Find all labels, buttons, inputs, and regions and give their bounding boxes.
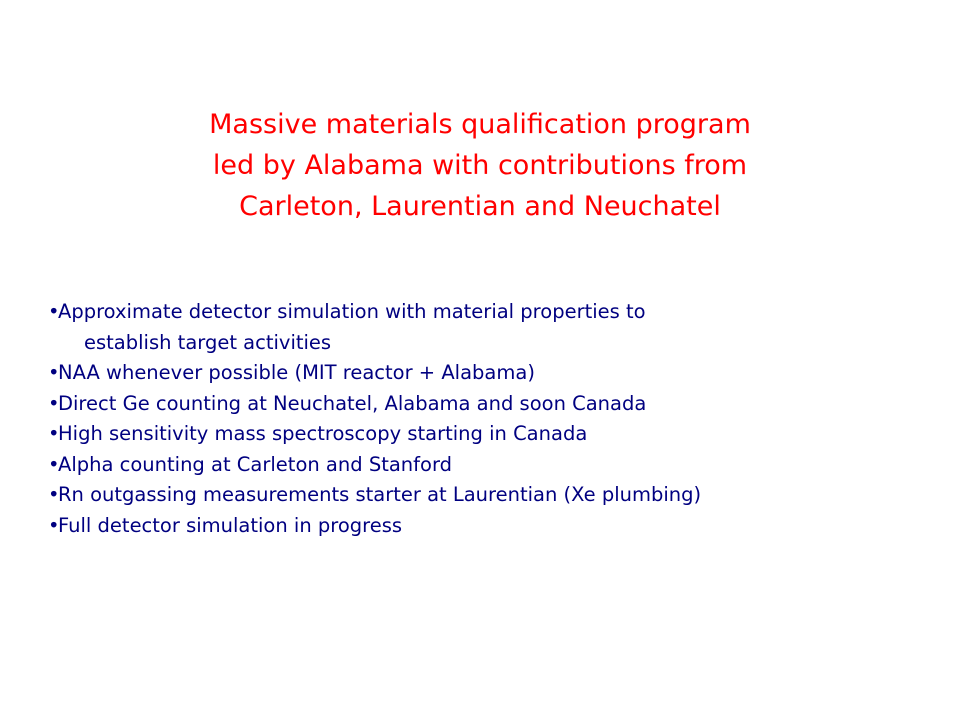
title-line-1: Massive materials qualification program bbox=[209, 109, 751, 140]
bullet-text: NAA whenever possible (MIT reactor + Alabama) bbox=[58, 361, 535, 384]
bullet-marker: • bbox=[48, 483, 60, 506]
bullet-item bbox=[48, 358, 928, 389]
bullet-text: Rn outgassing measurements starter at Laurentian (Xe plumbing) bbox=[58, 483, 702, 506]
title-line-3: Carleton, Laurentian and Neuchatel bbox=[239, 191, 721, 222]
bullet-text: High sensitivity mass spectroscopy starting in Canada bbox=[58, 422, 588, 445]
bullet-text: Direct Ge counting at Neuchatel, Alabama and soon Canada bbox=[58, 391, 647, 415]
bullet-marker: • bbox=[48, 422, 60, 445]
bullet-text: Alpha counting at Carleton and Stanford bbox=[58, 452, 452, 476]
bullet-item bbox=[48, 511, 928, 542]
bullet-text: Approximate detector simulation with material properties to bbox=[58, 300, 646, 323]
bullet-marker: • bbox=[48, 391, 60, 415]
bullet-item bbox=[48, 480, 928, 511]
bullet-text-continuation: establish target activities bbox=[84, 330, 332, 354]
bullet-marker: • bbox=[48, 513, 60, 537]
bullet-item bbox=[48, 450, 928, 481]
slide-title bbox=[0, 104, 960, 227]
bullet-marker: • bbox=[48, 452, 60, 476]
bullet-item bbox=[48, 419, 928, 450]
bullet-marker: • bbox=[48, 300, 60, 323]
bullet-item bbox=[48, 389, 928, 420]
title-line-2: led by Alabama with contributions from bbox=[212, 150, 748, 181]
bullet-item bbox=[48, 297, 928, 358]
bullet-marker: • bbox=[48, 361, 60, 384]
bullet-list bbox=[48, 297, 928, 541]
bullet-text: Full detector simulation in progress bbox=[58, 513, 403, 537]
